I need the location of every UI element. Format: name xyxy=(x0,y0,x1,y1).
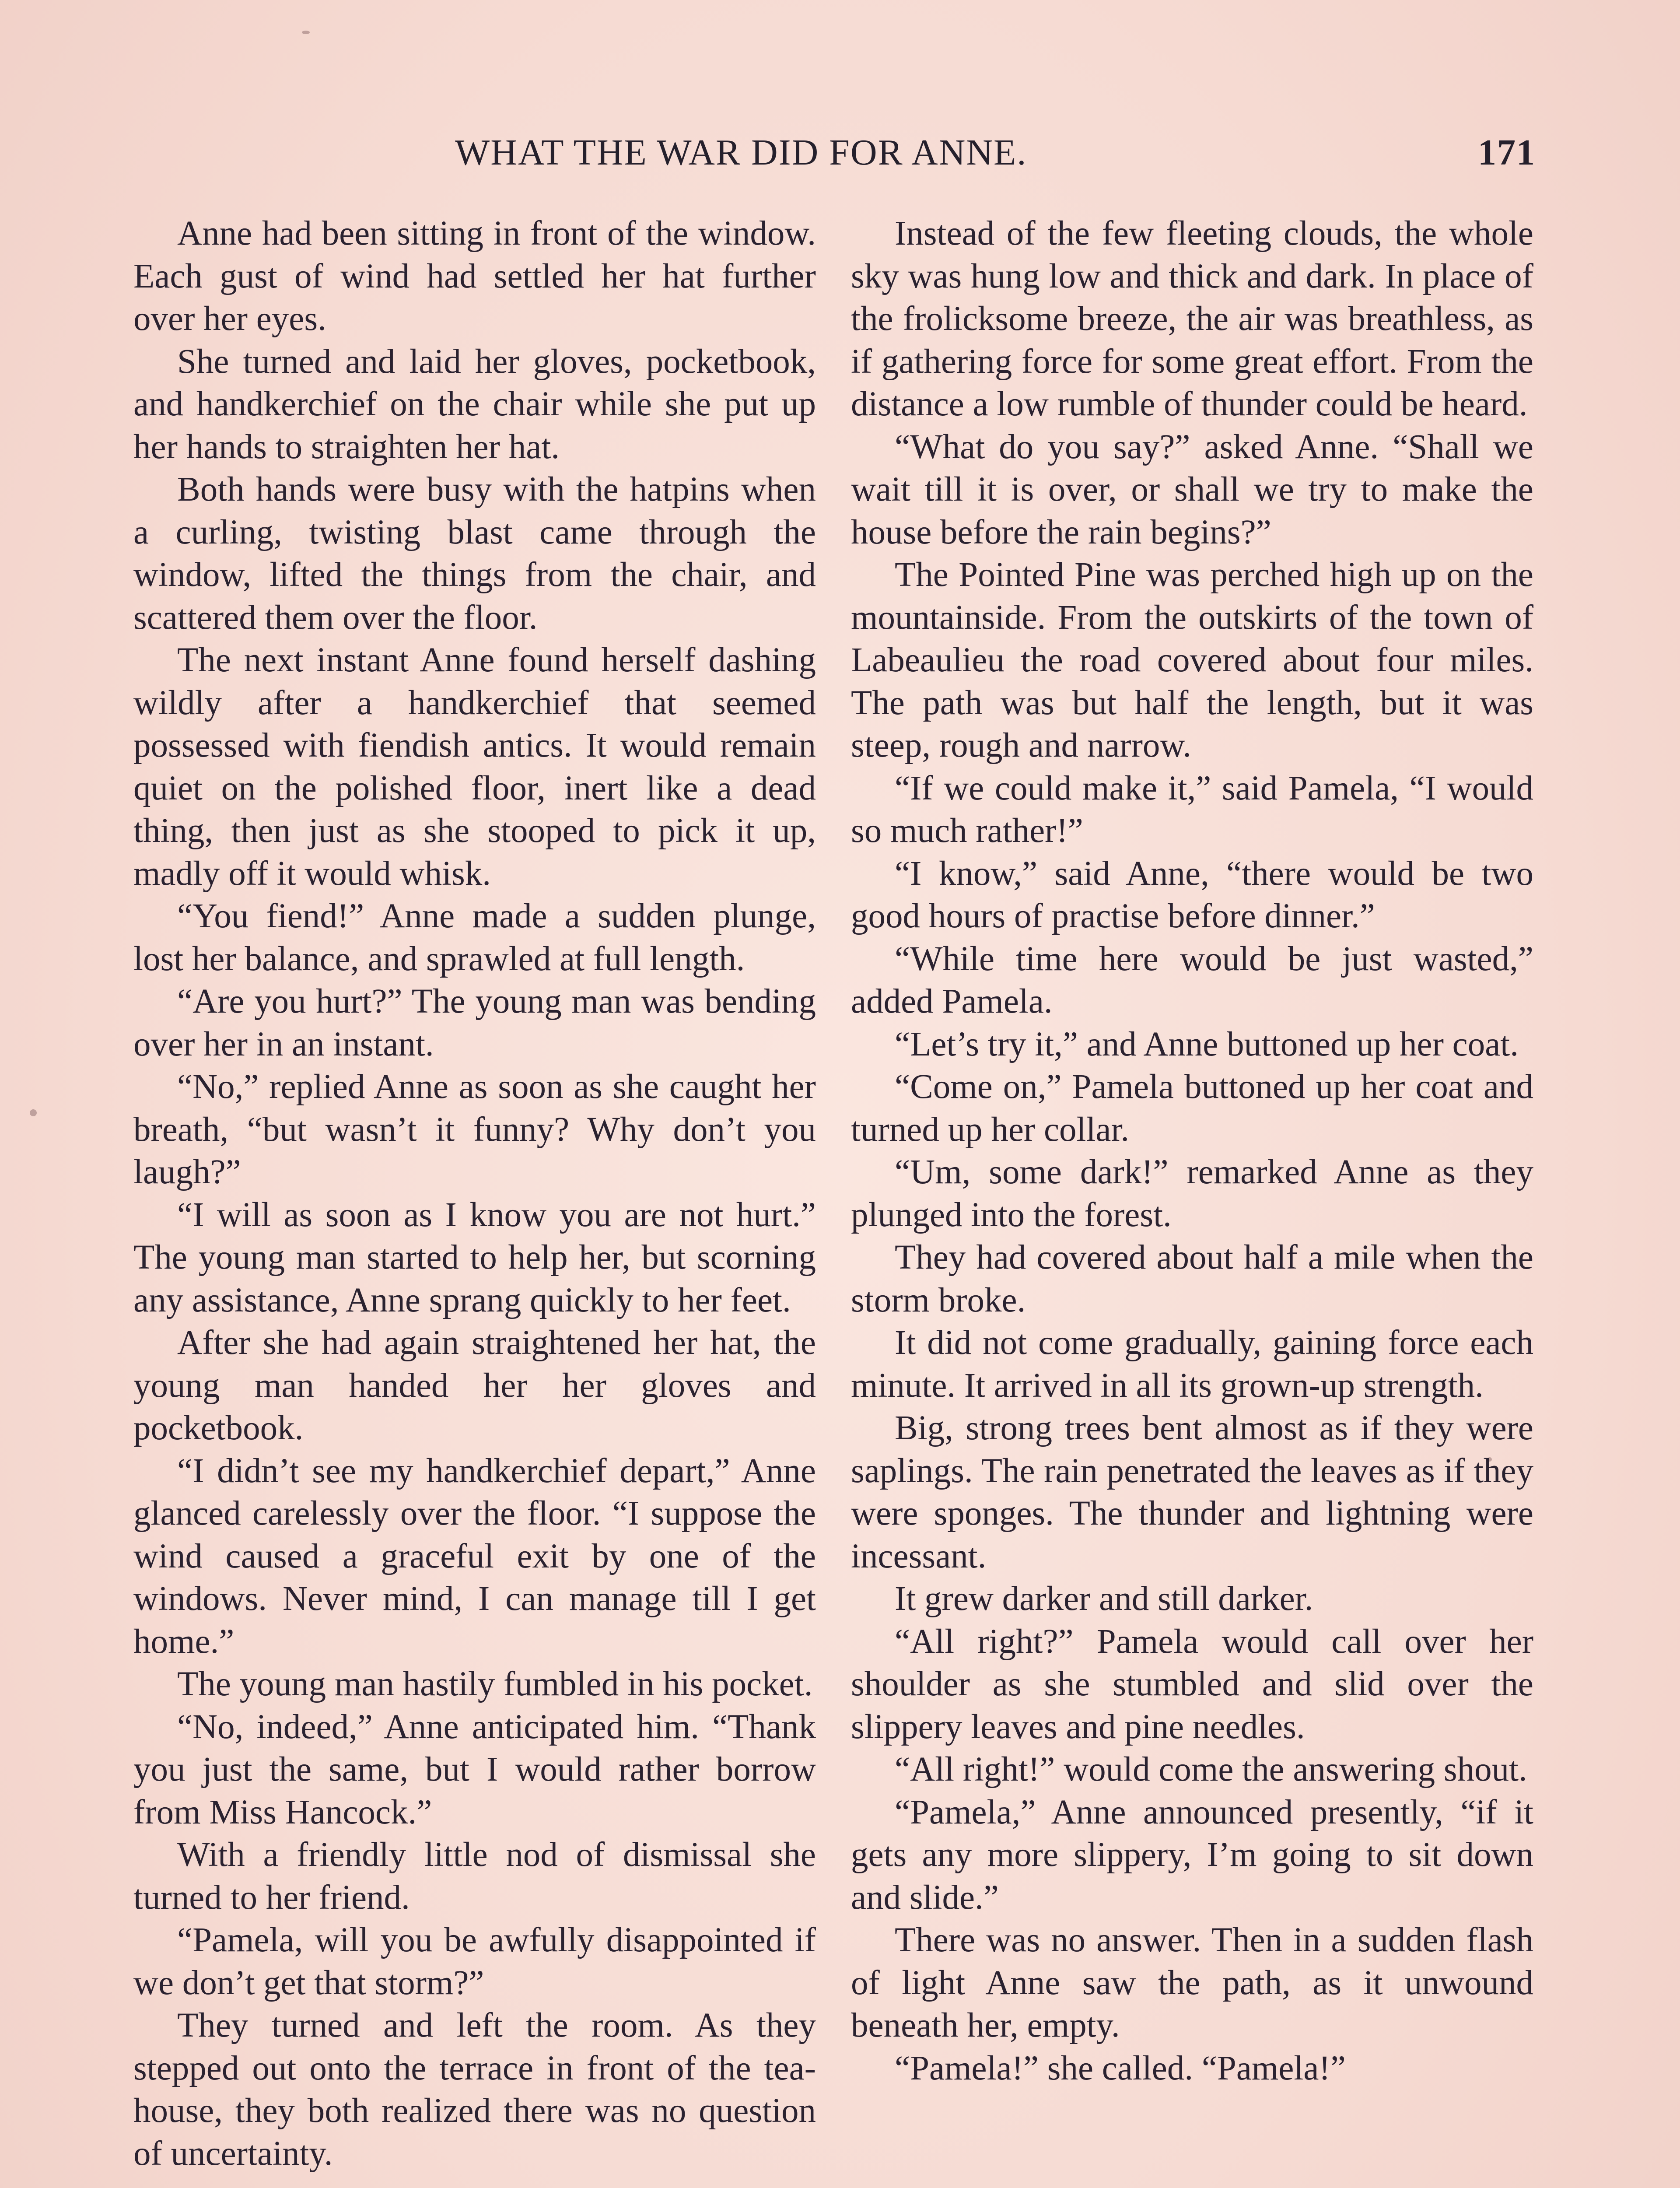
running-header xyxy=(131,131,1536,179)
paragraph: It did not come gradually, gaining force each minute. It arrived in all its grown-up strength. xyxy=(851,1324,1533,1405)
paragraph: They turned and left the room. As they stepped out onto the terrace in front of the tea-house, they both realized there was no question of uncertainty. xyxy=(133,2006,816,2173)
paragraph: “Come on,” Pamela buttoned up her coat and turned up her collar. xyxy=(851,1068,1533,1149)
paragraph: They had covered about half a mile when the storm broke. xyxy=(851,1238,1533,1319)
paragraph: “I will as soon as I know you are not hurt.” The young man started to help her, but scorning any assistance, Anne sprang quickly to her feet. xyxy=(133,1196,816,1319)
paragraph: “I didn’t see my handkerchief depart,” Anne glanced carelessly over the floor. “I suppose the wind caused a graceful exit by one of the windows. Never mind, I can manage till I get home.” xyxy=(133,1452,816,1661)
paragraph: “All right?” Pamela would call over her shoulder as she stumbled and slid over the slippery leaves and pine needles. xyxy=(851,1622,1533,1746)
paragraph: “If we could make it,” said Pamela, “I would so much rather!” xyxy=(851,769,1533,850)
paragraph: “Pamela!” she called. “Pamela!” xyxy=(895,2049,1346,2087)
paragraph: “While time here would be just wasted,” added Pamela. xyxy=(851,940,1533,1020)
paragraph: “Let’s try it,” and Anne buttoned up her coat. xyxy=(895,1025,1519,1063)
paragraph: Anne had been sitting in front of the window. Each gust of wind had settled her hat further over her eyes. xyxy=(133,214,816,338)
paragraph: “No,” replied Anne as soon as she caught her breath, “but wasn’t it funny? Why don’t you laugh?” xyxy=(133,1068,816,1191)
paragraph: Instead of the few fleeting clouds, the whole sky was hung low and thick and dark. In place of the frolicksome breeze, the air was breathless, as if gathering force for some great effort. From the distance a low rumble of thunder could be heard. xyxy=(851,214,1533,423)
paragraph: Big, strong trees bent almost as if they were saplings. The rain penetrated the leaves as if they were sponges. The thunder and lightning were incessant. xyxy=(851,1409,1533,1575)
page-number: 171 xyxy=(1478,132,1536,173)
left-column xyxy=(133,212,816,2175)
paper-speck xyxy=(30,1109,37,1116)
paper-speck xyxy=(302,31,310,34)
running-title: WHAT THE WAR DID FOR ANNE. xyxy=(455,132,1027,173)
paragraph: There was no answer. Then in a sudden flash of light Anne saw the path, as it unwound beneath her, empty. xyxy=(851,1921,1533,2044)
paragraph: “Are you hurt?” The young man was bending over her in an instant. xyxy=(133,982,816,1063)
paragraph: “All right!” would come the answering shout. xyxy=(895,1750,1527,1788)
paragraph: “I know,” said Anne, “there would be two good hours of practise before dinner.” xyxy=(851,854,1533,935)
paragraph: The Pointed Pine was perched high up on the mountainside. From the outskirts of the town of Labeaulieu the road covered about four miles. The path was but half the length, but it was steep, rough and narrow. xyxy=(851,556,1533,764)
paragraph: With a friendly little nod of dismissal she turned to her friend. xyxy=(133,1836,816,1917)
paragraph: She turned and laid her gloves, pocketbook, and handkerchief on the chair while she put up her hands to straighten her hat. xyxy=(133,342,816,466)
paragraph: “You fiend!” Anne made a sudden plunge, lost her balance, and sprawled at full length. xyxy=(133,897,816,978)
paragraph: “Um, some dark!” remarked Anne as they plunged into the forest. xyxy=(851,1153,1533,1234)
right-column xyxy=(851,212,1533,2090)
paragraph: It grew darker and still darker. xyxy=(895,1580,1313,1618)
paragraph: The young man hastily fumbled in his pocket. xyxy=(177,1665,813,1703)
paragraph: “What do you say?” asked Anne. “Shall we wait till it is over, or shall we try to make the house before the rain begins?” xyxy=(851,428,1533,551)
paragraph: “Pamela, will you be awfully disappointed if we don’t get that storm?” xyxy=(133,1921,816,2002)
paragraph: “No, indeed,” Anne anticipated him. “Thank you just the same, but I would rather borrow from Miss Hancock.” xyxy=(133,1708,816,1831)
paragraph: After she had again straightened her hat, the young man handed her her gloves and pocketbook. xyxy=(133,1324,816,1447)
paragraph: The next instant Anne found herself dashing wildly after a handkerchief that seemed possessed with fiendish antics. It would remain quiet on the polished floor, inert like a dead thing, then just as she stooped to pick it up, madly off it would whisk. xyxy=(133,641,816,893)
paragraph: “Pamela,” Anne announced presently, “if it gets any more slippery, I’m going to sit down and slide.” xyxy=(851,1793,1533,1917)
paragraph: Both hands were busy with the hatpins when a curling, twisting blast came through the window, lifted the things from the chair, and scattered them over the floor. xyxy=(133,470,816,637)
